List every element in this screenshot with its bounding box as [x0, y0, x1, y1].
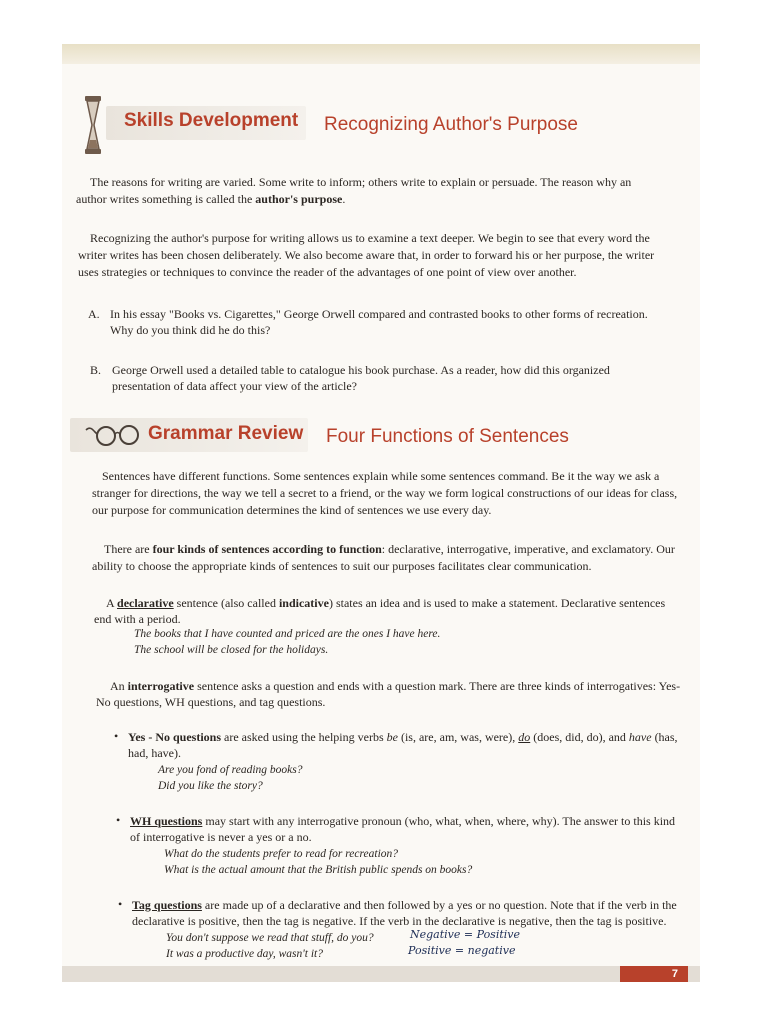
- tag-example-1: You don't suppose we read that stuff, do you?: [166, 932, 374, 944]
- hourglass-icon: [84, 96, 102, 154]
- yes-no-example-1: Are you fond of reading books?: [158, 764, 303, 776]
- declarative-example-2: The school will be closed for the holidays.: [134, 644, 329, 656]
- grammar-p1-line2: stranger for directions, the way we tell a secret to a friend, or the way we form logical constructions of our ideas for class,: [92, 486, 678, 500]
- question-a-line1: In his essay "Books vs. Cigarettes," George Orwell compared and contrasted books to other forms of recreation.: [110, 307, 648, 321]
- grammar-p1-line3: our purpose for communication determines the kind of sentences we use every day.: [92, 503, 492, 517]
- question-a-line2: Why do you think did he do this?: [110, 323, 271, 337]
- grammar-p1-line1: Sentences have different functions. Some sentences explain while some sentences command. Be it the way we ask a: [102, 469, 660, 483]
- bullet-yes-no: •: [114, 729, 119, 743]
- wh-example-1: What do the students prefer to read for recreation?: [164, 848, 399, 860]
- skills-subtitle: Recognizing Author's Purpose: [324, 114, 578, 135]
- interrogative-line2: No questions, WH questions, and tag questions.: [96, 695, 326, 709]
- tag-line2: declarative is positive, then the tag is negative. If the verb in the declarative is negative, then the tag is positive.: [132, 914, 667, 928]
- question-b-label: B.: [90, 363, 102, 377]
- grammar-p2-line2: ability to choose the appropriate kinds of sentences to suit our purposes facilitates clear communication.: [92, 559, 592, 573]
- skills-para1-line2: author writes something is called the author's purpose.: [76, 192, 346, 206]
- page-footer-bar: [62, 966, 700, 982]
- declarative-example-1: The books that I have counted and priced are the ones I have here.: [134, 628, 441, 640]
- grammar-subtitle: Four Functions of Sentences: [326, 426, 569, 447]
- skills-para2-line2: writer writes has been chosen deliberately. We also become aware that, in order to forward his or her purpose, the writer: [78, 248, 655, 262]
- tag-line1: Tag questions are made up of a declarative and then followed by a yes or no question. Note that if the verb in the: [132, 898, 677, 912]
- question-b-line2: presentation of data affect your view of the article?: [112, 379, 357, 393]
- top-strip: [62, 44, 700, 64]
- bullet-wh: •: [116, 813, 121, 827]
- eyeglasses-icon: [84, 422, 144, 448]
- textbook-page: [62, 44, 700, 982]
- declarative-line2: end with a period.: [94, 612, 181, 626]
- yes-no-example-2: Did you like the story?: [158, 780, 263, 792]
- question-a-label: A.: [88, 307, 100, 321]
- skills-para1-line1: The reasons for writing are varied. Some write to inform; others write to explain or persuade. The reason why an: [90, 175, 632, 189]
- interrogative-line1: An interrogative sentence asks a question and ends with a question mark. There are three kinds of interrogatives: Yes-: [110, 679, 681, 693]
- grammar-p2-line1: There are four kinds of sentences according to function: declarative, interrogative, imperative, and exclamatory. Our: [104, 542, 675, 556]
- handwritten-note-2: Positive = negative: [408, 944, 516, 957]
- skills-title: Skills Development: [124, 110, 299, 131]
- skills-para2-line3: uses strategies or techniques to convince the reader of the advantages of one point of view over another.: [78, 265, 577, 279]
- handwritten-note-1: Negative = Positive: [410, 928, 521, 941]
- declarative-line1: A declarative sentence (also called indicative) states an idea and is used to make a statement. Declarative sentences: [106, 596, 666, 610]
- wh-example-2: What is the actual amount that the British public spends on books?: [164, 864, 473, 876]
- question-b-line1: George Orwell used a detailed table to catalogue his book purchase. As a reader, how did this organized: [112, 363, 610, 377]
- page-number: 7: [620, 966, 688, 982]
- yes-no-line1: Yes - No questions are asked using the helping verbs be (is, are, am, was, were), do (does, did, do), and have (has,: [128, 730, 678, 744]
- skills-para2-line1: Recognizing the author's purpose for writing allows us to examine a text deeper. We begin to see that every word the: [90, 231, 650, 245]
- wh-line2: of interrogative is never a yes or a no.: [130, 830, 312, 844]
- grammar-title: Grammar Review: [148, 423, 304, 444]
- wh-line1: WH questions may start with any interrogative pronoun (who, what, when, where, why). The answer to this kind: [130, 814, 676, 828]
- yes-no-line2: had, have).: [128, 746, 181, 760]
- tag-example-2: It was a productive day, wasn't it?: [166, 948, 323, 960]
- bullet-tag: •: [118, 897, 123, 911]
